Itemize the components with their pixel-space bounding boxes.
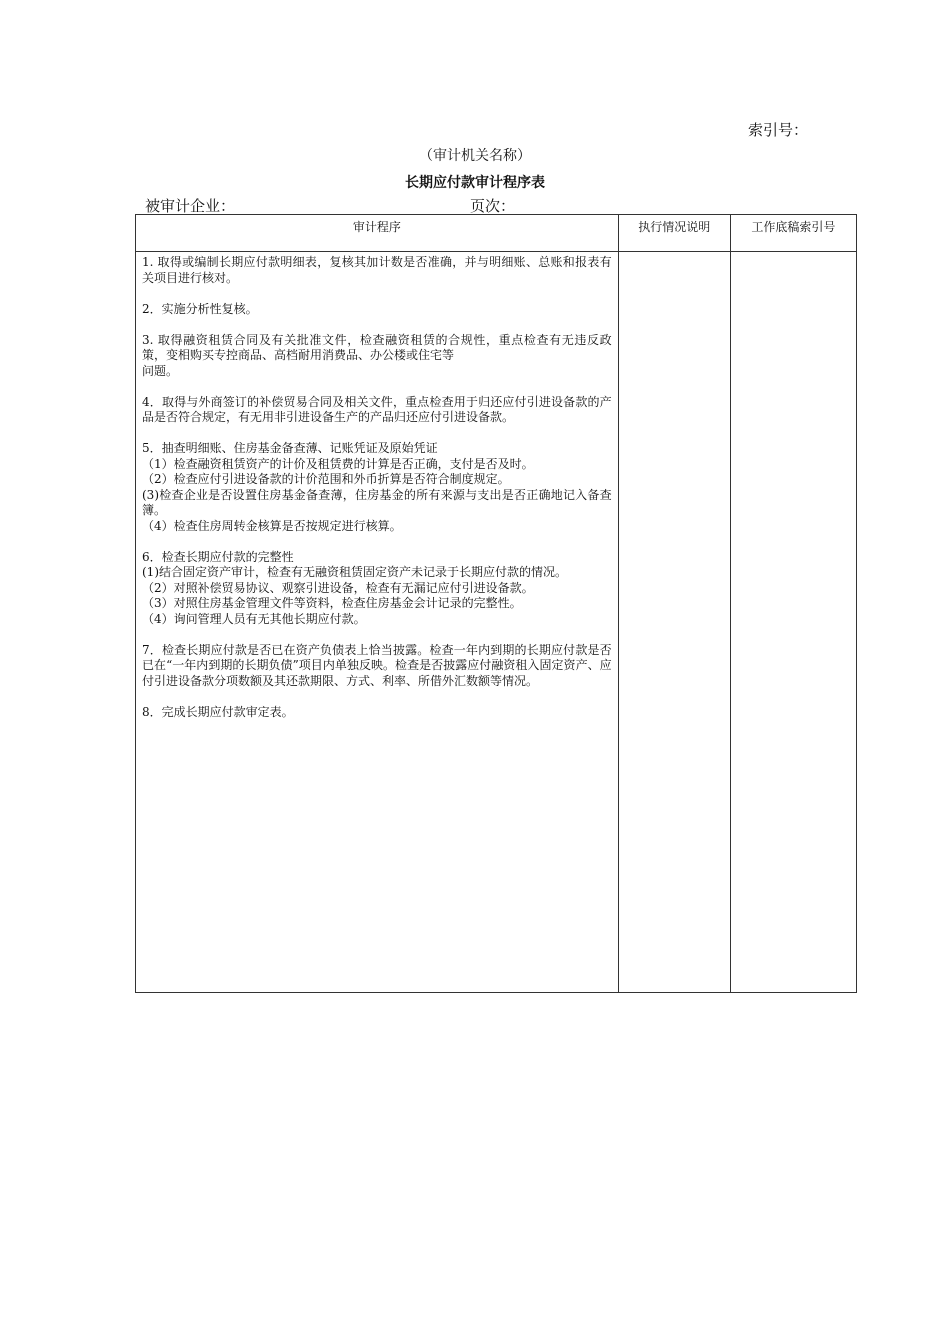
- procedure-step-line: （4）检查住房周转金核算是否按规定进行核算。: [142, 518, 402, 533]
- column-header-workpaper-ref: 工作底稿索引号: [730, 215, 856, 252]
- page-title: 长期应付款审计程序表: [405, 175, 545, 191]
- procedure-step: [142, 302, 612, 318]
- procedure-step: [142, 705, 612, 721]
- procedure-step-line: 5．抽查明细账、住房基金备查薄、记账凭证及原始凭证: [142, 441, 438, 455]
- procedure-step-line: 6．检查长期应付款的完整性: [142, 549, 294, 564]
- procedure-step-line: 问题。: [142, 363, 179, 378]
- table-row: [136, 252, 857, 993]
- procedure-step-line: （2）检查应付引进设备款的计价范围和外币折算是否符合制度规定。: [142, 472, 510, 486]
- procedure-step-line: (1)结合固定资产审计，检查有无融资租赁固定资产未记录于长期应付款的情况。: [142, 565, 568, 579]
- procedure-step-line: （4）询问管理人员有无其他长期应付款。: [142, 611, 366, 626]
- procedure-step-line: (3)检查企业是否设置住房基金备查薄，住房基金的所有来源与支出是否正确地记入备查簿。: [142, 487, 612, 517]
- column-header-execution: 执行情况说明: [618, 215, 730, 252]
- index-number-label: 索引号：: [748, 121, 809, 139]
- procedure-step-line: 7．检查长期应付款是否已在资产负债表上恰当披露。检查一年内到期的长期应付款是否已在“一年内到期的长期负债”项目内单独反映。检查是否披露应付融资租入固定资产、应付引进设备款分项数额及其还款期限、方式、利率、所借外汇数额等情况。: [142, 642, 612, 688]
- procedure-step-line: （2）对照补偿贸易协议、观察引进设备，检查有无漏记应付引进设备款。: [142, 580, 534, 595]
- procedure-step-line: 4．取得与外商签订的补偿贸易合同及相关文件，重点检查用于归还应付引进设备款的产品是否符合规定，有无用非引进设备生产的产品归还应付引进设备款。: [142, 394, 612, 424]
- procedure-step: [142, 395, 612, 426]
- procedure-step: [142, 333, 612, 380]
- procedure-step-line: 3. 取得融资租赁合同及有关批准文件，检查融资租赁的合规性，重点检查有无违反政策，变相购买专控商品、高档耐用消费品、办公楼或住宅等: [142, 332, 612, 362]
- table-header-row: [136, 215, 857, 252]
- audit-org-name: （审计机关名称）: [419, 148, 531, 164]
- procedure-steps-cell: [136, 252, 619, 993]
- procedure-step: [142, 643, 612, 690]
- execution-notes-cell[interactable]: [618, 252, 730, 993]
- procedure-step: [142, 255, 612, 286]
- workpaper-ref-cell[interactable]: [730, 252, 856, 993]
- procedure-step-line: （3）对照住房基金管理文件等资料，检查住房基金会计记录的完整性。: [142, 596, 522, 610]
- audited-company-label: 被审计企业：: [145, 197, 236, 215]
- procedure-step: [142, 441, 612, 534]
- procedure-step-line: 1. 取得或编制长期应付款明细表，复核其加计数是否准确，并与明细账、总账和报表有关项目进行核对。: [142, 255, 612, 285]
- audit-procedure-table: [135, 214, 857, 993]
- column-header-procedure: 审计程序: [136, 215, 619, 252]
- page-number-label: 页次：: [470, 197, 516, 215]
- procedure-step-line: （1）检查融资租赁资产的计价及租赁费的计算是否正确，支付是否及时。: [142, 456, 534, 471]
- procedure-step-line: 8．完成长期应付款审定表。: [142, 704, 294, 719]
- procedure-step: [142, 550, 612, 628]
- procedure-step-line: 2．实施分析性复核。: [142, 301, 258, 316]
